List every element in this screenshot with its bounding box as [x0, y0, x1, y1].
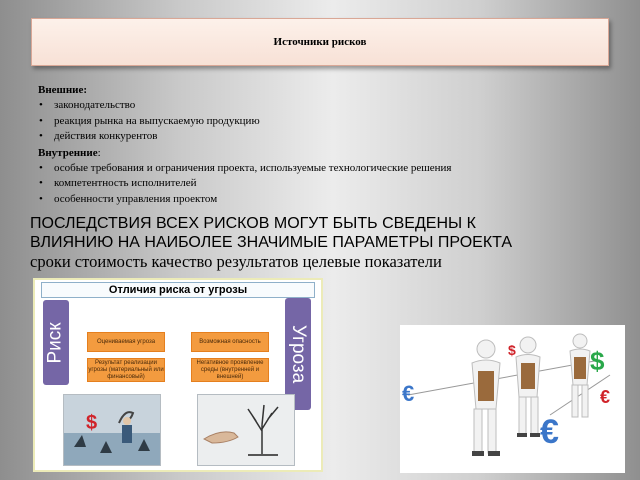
internal-heading-colon: : — [97, 146, 101, 159]
currency-people-image — [400, 325, 625, 473]
external-heading: Внешние: — [38, 84, 88, 96]
svg-text:$: $ — [508, 342, 516, 358]
project-parameters: сроки стоимость качество результатов целевые показатели — [30, 252, 442, 271]
list-item: • особенности управления проектом — [38, 192, 618, 208]
hand-tree-image — [197, 394, 295, 466]
list-item: • особые требования и ограничения проекта, используемые технологические решения — [38, 161, 618, 177]
internal-heading-row — [38, 145, 618, 161]
assessed-threat-box: Оцениваемая угроза — [87, 332, 165, 352]
svg-text:€: € — [600, 387, 611, 407]
svg-text:€: € — [540, 413, 559, 451]
diagram-title: Отличия риска от угрозы — [41, 282, 315, 298]
svg-text:€: € — [402, 381, 415, 406]
shark-dollar-image — [63, 394, 161, 466]
internal-list — [38, 161, 618, 208]
slide-title: Источники рисков — [273, 36, 367, 48]
external-list — [38, 98, 618, 145]
list-item: • реакция рынка на выпускаемую продукцию — [38, 114, 618, 130]
internal-heading: Внутренние — [38, 146, 98, 159]
threat-result-box: Результат реализации угрозы (материальный или финансовый) — [87, 358, 165, 382]
threat-label: Угроза — [285, 298, 311, 410]
list-item: • законодательство — [38, 98, 618, 114]
list-item: • действия конкурентов — [38, 129, 618, 145]
consequence-line-2: ВЛИЯНИЮ НА НАИБОЛЕЕ ЗНАЧИМЫЕ ПАРАМЕТРЫ ПРОЕКТА — [30, 234, 513, 251]
svg-text:$: $ — [86, 412, 98, 434]
risk-sources-content — [38, 82, 618, 207]
consequence-text — [30, 214, 630, 271]
svg-text:$: $ — [590, 346, 605, 376]
risk-label: Риск — [43, 300, 69, 385]
possible-danger-box: Возможная опасность — [191, 332, 269, 352]
negative-environment-box: Негативное проявление среды (внутренней и внешней) — [191, 358, 269, 382]
consequence-line-1: ПОСЛЕДСТВИЯ ВСЕХ РИСКОВ МОГУТ БЫТЬ СВЕДЕНЫ К — [30, 215, 476, 232]
list-item: • компетентность исполнителей — [38, 176, 618, 192]
risk-vs-threat-diagram — [33, 278, 323, 472]
slide-title-box — [31, 18, 609, 66]
